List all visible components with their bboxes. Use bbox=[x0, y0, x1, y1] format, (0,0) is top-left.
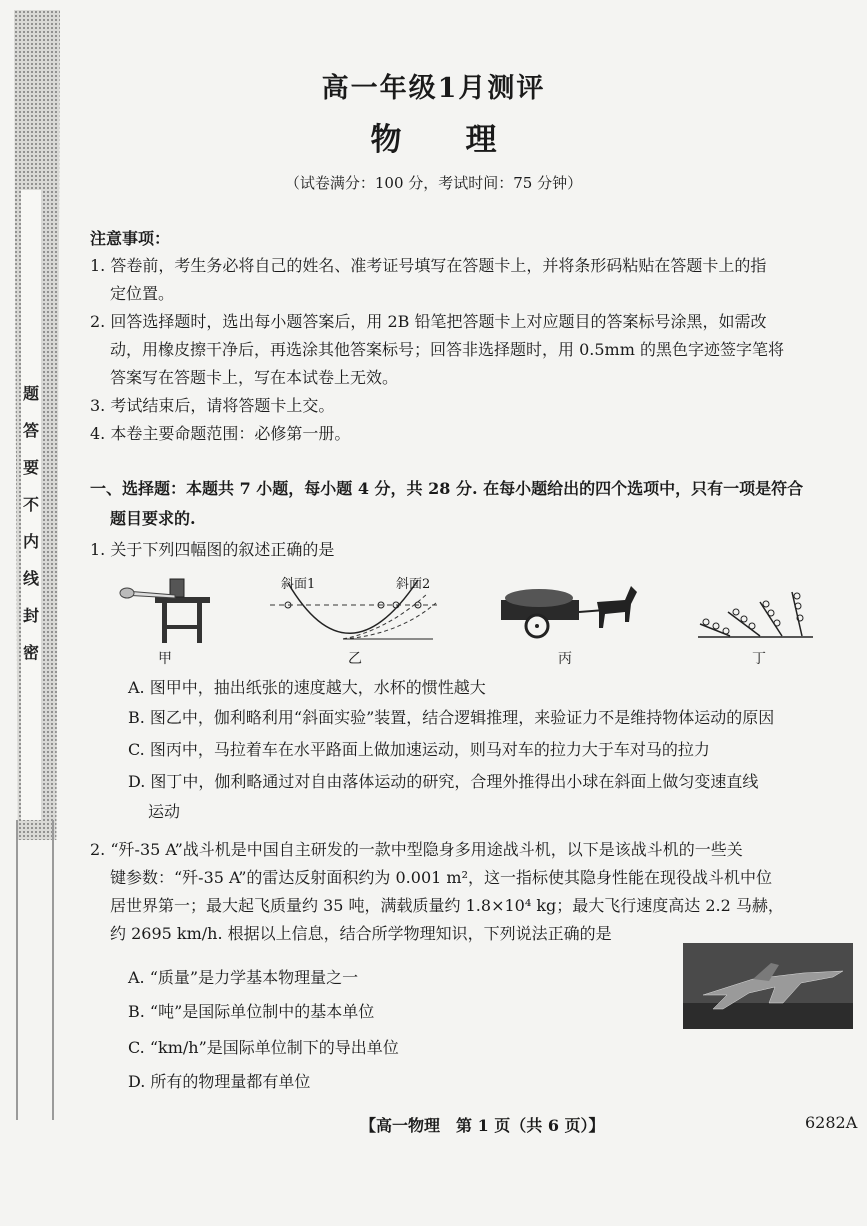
seal-char: 答 bbox=[22, 421, 39, 440]
exam-title: 高一年级1月测评 bbox=[321, 73, 546, 104]
figure-label: 丙 bbox=[558, 651, 572, 667]
section-line: 一、选择题：本题共 7 小题，每小题 4 分，共 28 分. 在每小题给出的四个选项中，只有一项是符合 bbox=[90, 479, 804, 498]
notice-line: 2. 回答选择题时，选出每小题答案后，用 2B 铅笔把答题卡上对应题目的答案标号涂黑，如需改 bbox=[90, 312, 767, 331]
slope-label: 斜面1 bbox=[281, 577, 316, 592]
exam-meta: （试卷满分：100 分，考试时间：75 分钟） bbox=[284, 174, 583, 192]
q2-option-a: A. “质量”是力学基本物理量之一 bbox=[128, 968, 359, 987]
q2-line: 居世界第一；最大起飞质量约 35 吨，满载质量约 1.8×10⁴ kg；最大飞行速度高达 2.2 马赫， bbox=[110, 896, 784, 915]
seal-char: 封 bbox=[22, 606, 39, 625]
fighter-jet-photo bbox=[683, 943, 853, 1029]
q2-line: 键参数：“歼-35 A”的雷达反射面积约为 0.001 m²，这一指标使其隐身性能在现役战斗机中位 bbox=[110, 868, 772, 887]
figure-jia bbox=[115, 575, 215, 645]
section-heading bbox=[90, 474, 855, 534]
figure-ding bbox=[698, 588, 818, 646]
q1-option-b: B. 图乙中，伽利略利用“斜面实验”装置，结合逻辑推理，来验证力不是维持物体运动的原因 bbox=[128, 708, 775, 727]
q2-option-b: B. “吨”是国际单位制中的基本单位 bbox=[128, 1002, 375, 1021]
notice-item-2 bbox=[90, 308, 850, 392]
notice-line: 定位置。 bbox=[110, 284, 175, 303]
notice-line: 动，用橡皮擦干净后，再选涂其他答案标号；回答非选择题时，用 0.5mm 的黑色字迹签字笔将 bbox=[110, 340, 784, 359]
q1-option-d-cont: 运动 bbox=[148, 802, 181, 821]
seal-char: 密 bbox=[22, 643, 39, 662]
q2-line: 2. “歼-35 A”战斗机是中国自主研发的一款中型隐身多用途战斗机，以下是该战斗机的一些关 bbox=[90, 840, 743, 859]
seal-char: 线 bbox=[22, 569, 39, 588]
figure-label: 丁 bbox=[752, 651, 766, 667]
figure-label: 甲 bbox=[158, 651, 172, 667]
seal-char: 内 bbox=[22, 532, 39, 551]
slope-label: 斜面2 bbox=[396, 577, 431, 592]
notice-item-1 bbox=[90, 252, 850, 308]
seal-char: 不 bbox=[22, 495, 39, 514]
notice-heading: 注意事项： bbox=[90, 229, 171, 248]
figure-label: 乙 bbox=[348, 651, 362, 667]
notice-item-3: 3. 考试结束后，请将答题卡上交。 bbox=[90, 396, 335, 415]
q1-option-a: A. 图甲中，抽出纸张的速度越大，水杯的惯性越大 bbox=[128, 678, 486, 697]
question-1-stem: 1. 关于下列四幅图的叙述正确的是 bbox=[90, 540, 335, 559]
subject-title bbox=[0, 114, 867, 159]
jet-icon bbox=[683, 943, 853, 1029]
page-footer: 【高一物理 第 1 页（共 6 页）】 bbox=[360, 1116, 605, 1135]
q2-option-d: D. 所有的物理量都有单位 bbox=[128, 1072, 311, 1091]
q1-option-d: D. 图丁中，伽利略通过对自由落体运动的研究，合理外推得出小球在斜面上做匀变速直线 bbox=[128, 772, 759, 791]
subject-char: 物 bbox=[370, 122, 402, 158]
notice-line: 1. 答卷前，考生务必将自己的姓名、准考证号填写在答题卡上，并将条形码粘贴在答题卡上的指 bbox=[90, 256, 767, 275]
q2-option-c: C. “km/h”是国际单位制下的导出单位 bbox=[128, 1038, 399, 1057]
paper-code: 6282A bbox=[805, 1113, 858, 1132]
seal-char: 要 bbox=[22, 458, 39, 477]
seal-char: 题 bbox=[22, 384, 39, 403]
binding-rule bbox=[16, 820, 18, 1120]
notice-line: 答案写在答题卡上，写在本试卷上无效。 bbox=[110, 368, 399, 387]
q2-line: 约 2695 km/h. 根据以上信息，结合所学物理知识，下列说法正确的是 bbox=[110, 924, 612, 943]
figure-bing bbox=[497, 582, 642, 642]
q1-option-c: C. 图丙中，马拉着车在水平路面上做加速运动，则马对车的拉力大于车对马的拉力 bbox=[128, 740, 710, 759]
question-2-stem bbox=[90, 836, 860, 948]
notice-item-4: 4. 本卷主要命题范围：必修第一册。 bbox=[90, 424, 351, 443]
seal-text bbox=[21, 385, 41, 661]
section-line: 题目要求的. bbox=[110, 509, 196, 528]
subject-char: 理 bbox=[465, 122, 497, 158]
binding-rule bbox=[52, 820, 54, 1120]
